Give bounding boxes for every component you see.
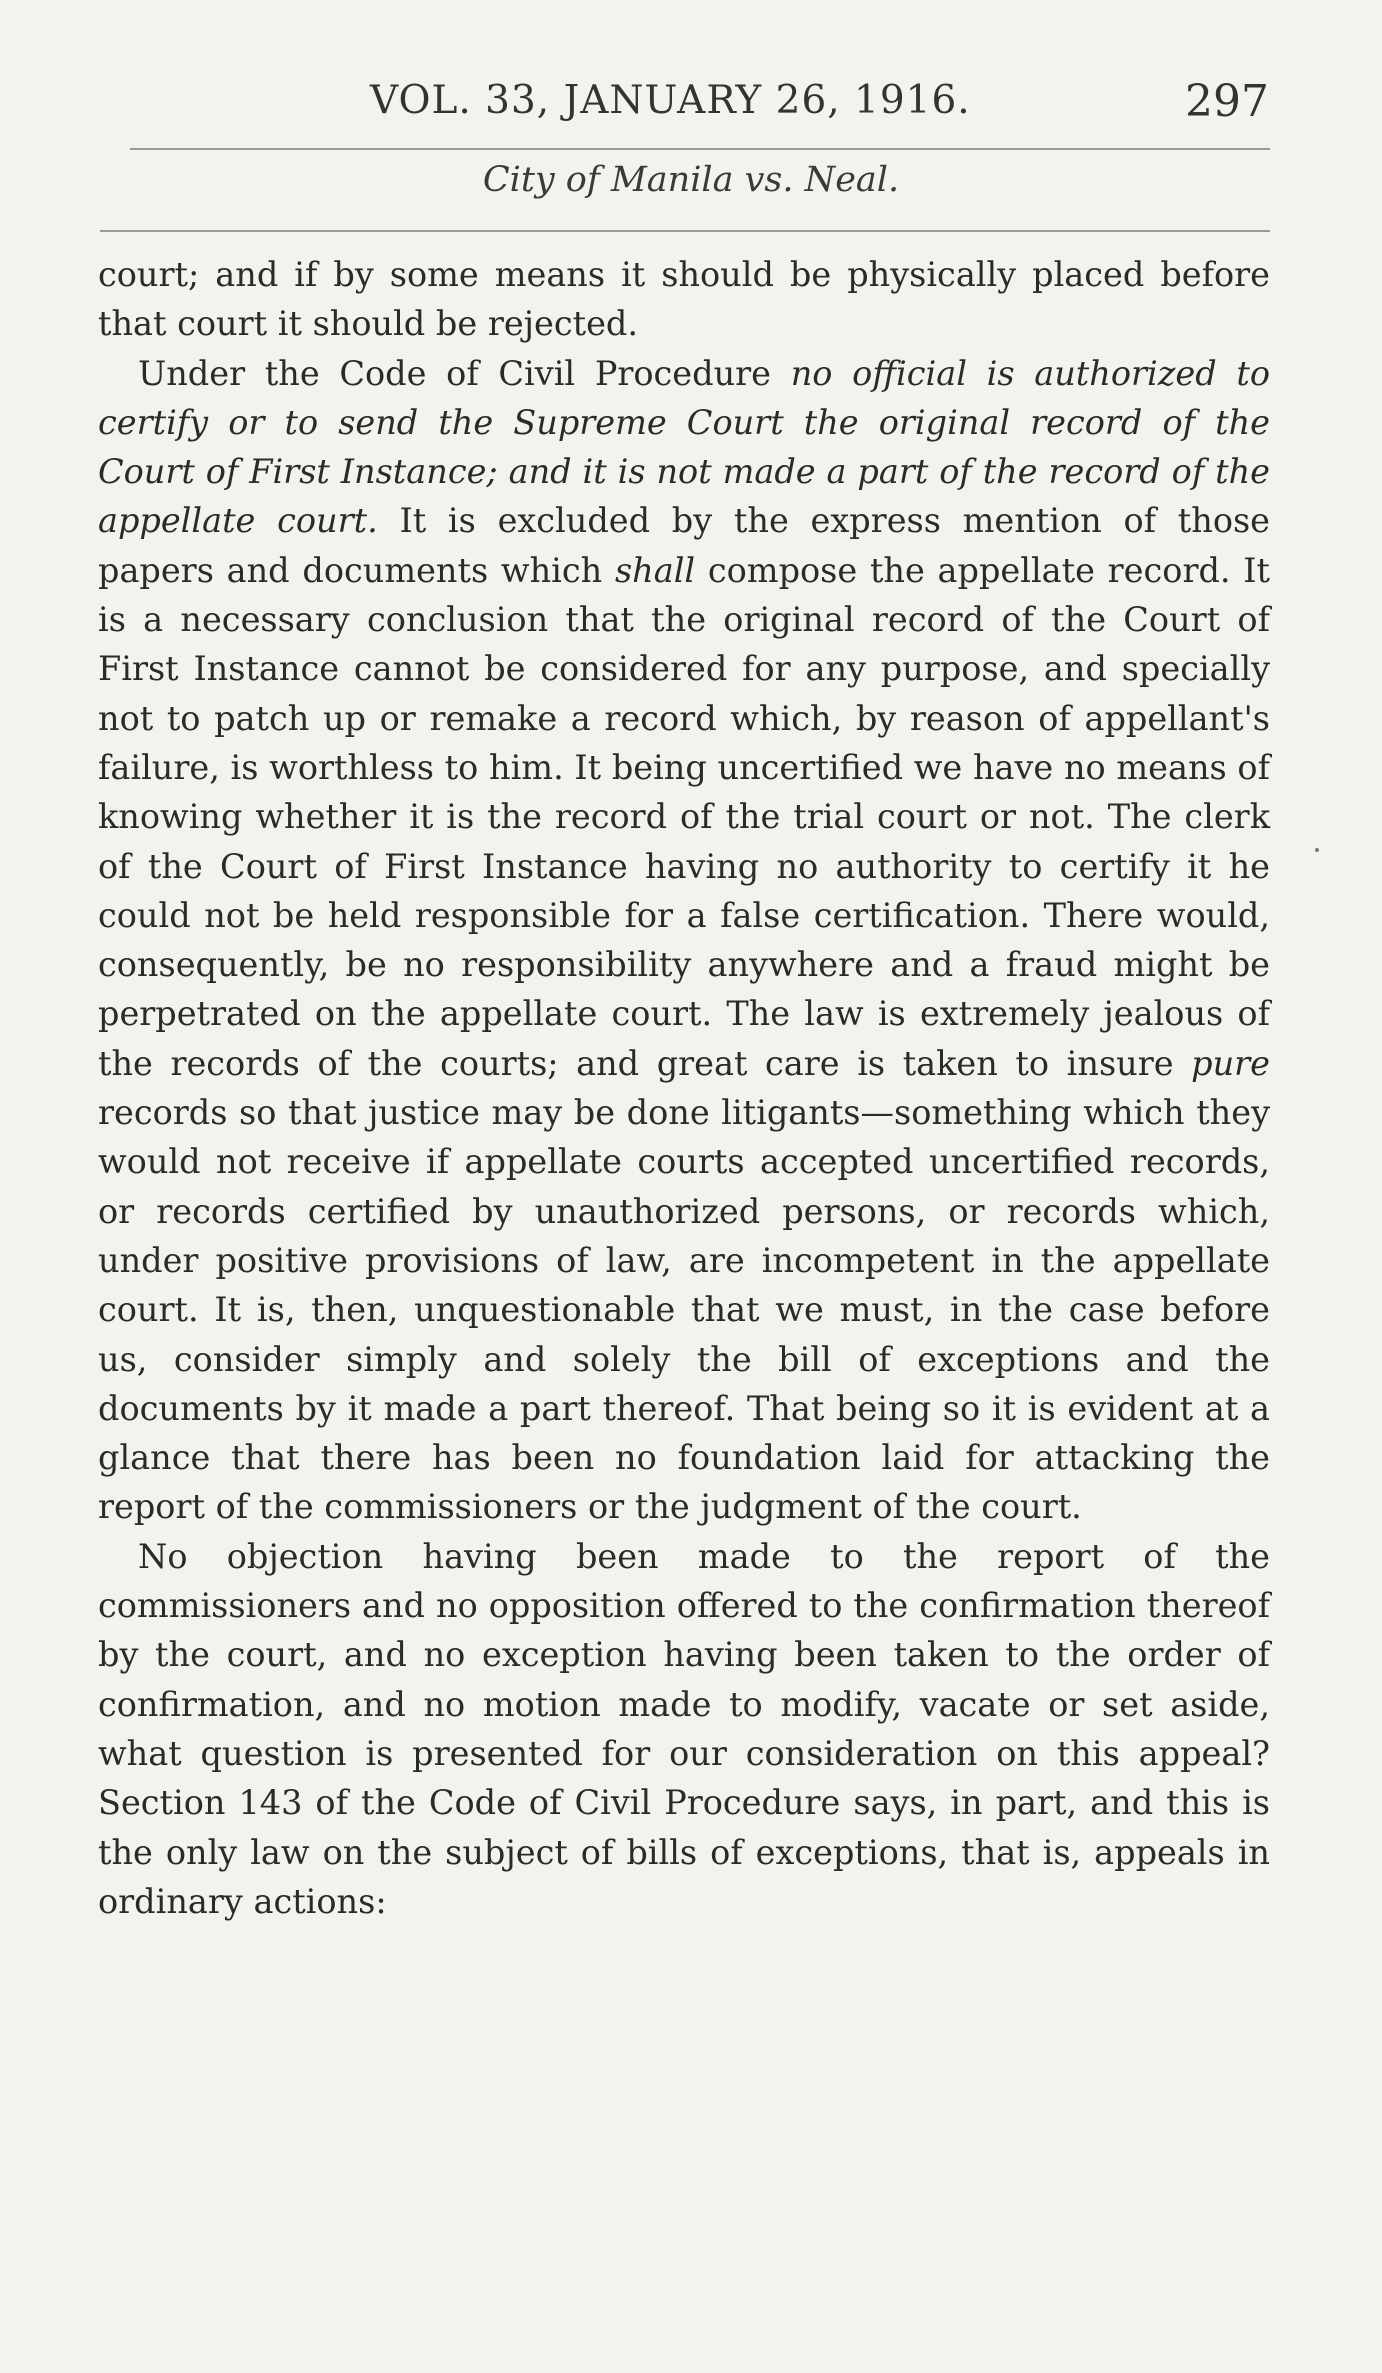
paragraph-2-italic-d: shall xyxy=(614,550,696,590)
header-divider xyxy=(100,230,1270,232)
paragraph-2-text-c: It is excluded by the express mention of those papers and documents which xyxy=(98,501,1270,590)
paragraph-1: court; and if by some means it should be physically placed before that court it should be rejected. xyxy=(98,255,1270,344)
header-rule xyxy=(130,148,1270,150)
paragraph-2 xyxy=(98,349,1270,1532)
running-head: VOL. 33, JANUARY 26, 1916. xyxy=(370,78,971,123)
body-text xyxy=(98,250,1270,1926)
paragraph-2-text-g: records so that justice may be done litigants—something which they would not receive if appellate courts accepted uncertified records, or records certified by unauthorized persons, or records which, under positive provisions of law, are incompetent in the appellate court. It is, then, unquestionable that we must, in the case before us, consider simply and solely the bill of exceptions and the documents by it made a part thereof. That being so it is evident at a glance that there has been no foundation laid for attacking the report of the commissioners or the judgment of the court. xyxy=(98,1093,1270,1527)
paragraph-3: No objection having been made to the report of the commissioners and no opposition offered to the confirmation thereof by the court, and no exception having been taken to the order of confirmation, and no motion made to modify, vacate or set aside, what question is presented for our consideration on this appeal? Section 143 of the Code of Civil Procedure says, in part, and this is the only law on the subject of bills of exceptions, that is, appeals in ordinary actions: xyxy=(98,1536,1270,1921)
page-number: 297 xyxy=(1185,76,1269,127)
paragraph-2-text-a: Under the Code of Civil Procedure xyxy=(138,353,791,393)
case-title: City of Manila vs. Neal. xyxy=(482,160,900,200)
scan-speck xyxy=(1315,848,1319,852)
paragraph-2-text-e: compose the appellate record. It is a necessary conclusion that the original record of the Court of First Instance cannot be considered for any purpose, and specially not to patch up or remake a record which, by reason of appellant's failure, is worthless to him. It being uncertified we have no means of knowing whether it is the record of the trial court or not. The clerk of the Court of First Instance having no authority to certify it he could not be held responsible for a false certification. There would, consequently, be no responsibility anywhere and a fraud might be perpetrated on the appellate court. The law is extremely jealous of the records of the courts; and great care is taken to insure xyxy=(98,550,1270,1083)
paragraph-2-italic-b: no official is authorized to certify or to send the Supreme Court the original record of the Court of First Instance; and it is not made a part of the record of the appellate court. xyxy=(98,353,1270,541)
paragraph-2-italic-f: pure xyxy=(1191,1043,1270,1083)
